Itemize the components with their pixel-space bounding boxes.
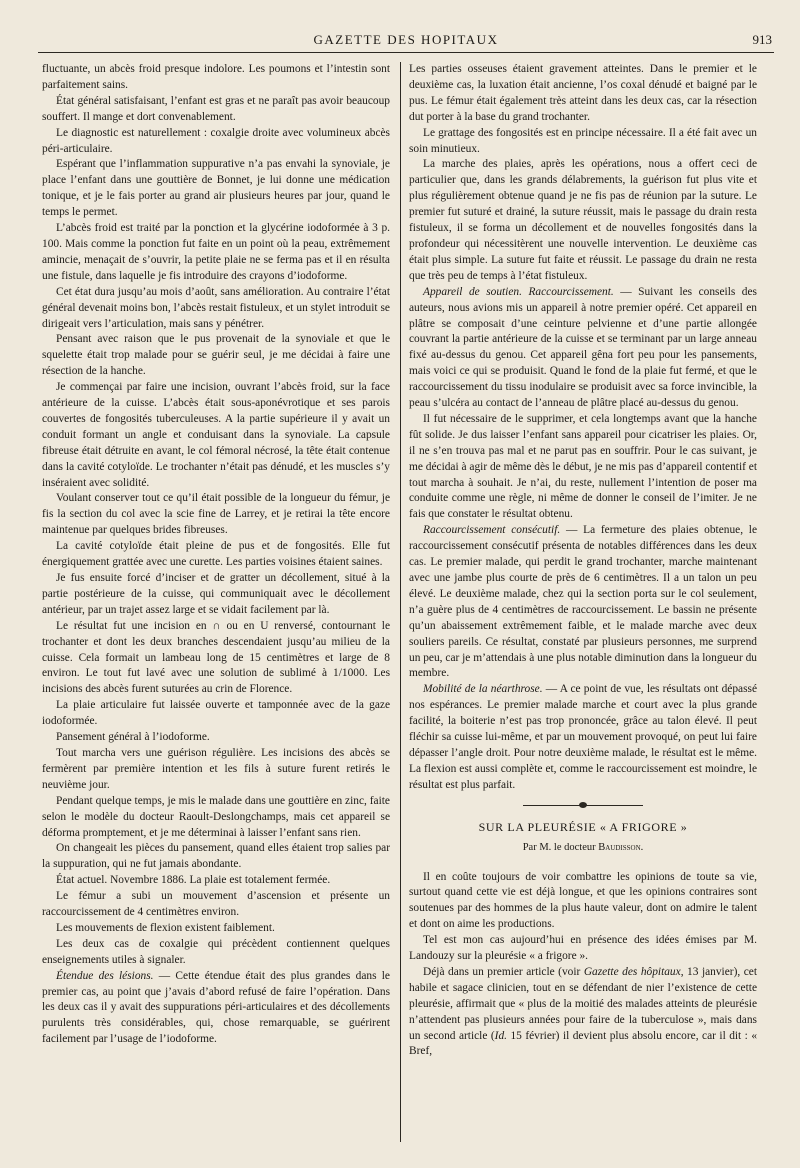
paragraph: Je commençai par faire une incision, ouvrant l’abcès froid, sur la face antérieure de la cuisse. L’abcès était sous-aponévrotique et ses parois couvertes de fongosités tuberculeuses. A la partie supérieure il y avait un conduit formant un angle et conduisant dans la synoviale. La capsule fibreuse était détruite en avant, le col fémoral nécrosé, la tête était contenue dans la cavité cotyloïde. Le trochanter n’était pas dénudé, et les muscles s’y inséraient avec solidité.: [42, 381, 390, 489]
page-number: 913: [752, 32, 772, 47]
paragraph-text: — Suivant les conseils des auteurs, nous avions mis un appareil à notre premier opéré. Cet appareil en plâtre se composait d’une ceinture pelvienne et d’une partie allongée couvrant la partie antérieure de la cuisse et se terminant par un large anneau fixé au-dessus du genou. Cet appareil gêna fort peu pour les pansements, mais voici ce qui se produisit. Quand le fond de la plaie fut fermé, et que le raccourcissement du tissu inodulaire se produisit avec sa force invincible, la peau s’ulcéra au contact de l’anneau de plâtre placé au-dessus du genou.: [409, 285, 757, 410]
paragraph: Pensant avec raison que le pus provenait de la synoviale et que le squelette était trop malade pour se guérir seul, je me décidai à faire une résection de la hanche.: [42, 333, 390, 378]
paragraph: L’abcès froid est traité par la ponction et la glycérine iodoformée à 3 p. 100. Mais comme la ponction fut faite en un point où la peau, extrêmement amincie, menaçait de s’ouvrir, la petite plaie ne se ferma pas et il en résulta une fistule, dans laquelle je fis introduire des crayons d’iodoforme.: [42, 222, 390, 282]
byline-prefix: Par M. le docteur: [522, 841, 599, 853]
paragraph: Le résultat fut une incision en ∩ ou en U renversé, contournant le trochanter et dont les deux branches descendaient jusqu’au milieu de la cuisse. Cela formait un lambeau long de 15 centimètres et large de 8 environ. Le tout fut lavé avec une solution de sublimé à 1/1000. Les incisions des abcès furent suturées au crin de Florence.: [42, 619, 390, 696]
article-separator: [523, 802, 643, 808]
paragraph: Tel est mon cas aujourd’hui en présence des idées émises par M. Landouzy sur la pleurésie « a frigore ».: [409, 934, 757, 963]
column-divider: [400, 62, 401, 1142]
citation-title: Gazette des hôpitaux: [583, 965, 681, 978]
paragraph-text: — La fermeture des plaies obtenue, le raccourcissement consécutif présenta de notables différences dans les deux cas. Le premier malade, qui perdit le grand trochanter, marche maintenant avec une jambe plus courte de près de 6 centimètres. Il a un talon un peu élevé. Le deuxième malade, chez qui la section porta sur le col seulement, n’a guère plus de 4 centimètres de raccourcissement. Le bassin ne présente qu’un abaissement extrêmement faible, et le malade marche avec deux souliers pareils. Ce résultat, constaté par plusieurs personnes, me surprend un peu, car je m’attendais à une plus notable diminution dans la longueur du membre.: [409, 524, 758, 680]
section-label: Raccourcissement consécutif.: [423, 524, 561, 537]
paragraph: État général satisfaisant, l’enfant est gras et ne paraît pas avoir beaucoup souffert. Il mange et dort convenablement.: [42, 94, 390, 123]
paragraph: Il fut nécessaire de le supprimer, et cela longtemps avant que la hanche fût solide. Je dus laisser l’enfant sans appareil pour cicatriser les plaies. Or, il ne s’en trouva pas mal et ne parut pas en souffrir. Pour le cas suivant, je me décidai à agir de même dès le début, je ne mis pas d’appareil contentif et tout marcha à souhait. Je n’ai, du reste, nullement l’intention de poser ma conduite comme une règle, ni même de donner le conseil de l’imiter. Je ne fais que constater le résultat obtenu.: [409, 412, 757, 521]
paragraph: [409, 523, 757, 682]
left-column: [42, 62, 390, 1048]
paragraph: Espérant que l’inflammation suppurative n’a pas envahi la synoviale, je place l’enfant dans une gouttière de Bonnet, je lui donne une médication tonique, et je le fais porter au grand air plusieurs heures par jour, quand le temps le permet.: [42, 158, 390, 219]
citation-ibid: Id.: [494, 1029, 508, 1042]
paragraph: Les mouvements de flexion existent faiblement.: [56, 921, 275, 934]
paragraph: [409, 965, 757, 1060]
paragraph: Pendant quelque temps, je mis le malade dans une gouttière en zinc, faite selon le modèle du docteur Raoult-Deslongchamps, mais cet appareil se déforma promptement, et je me déterminai à laisser l’enfant sans rien.: [42, 794, 390, 839]
paragraph: État actuel. Novembre 1886. La plaie est totalement fermée.: [56, 874, 331, 887]
paragraph: [409, 285, 757, 412]
article-title: SUR LA PLEURÉSIE « A FRIGORE »: [478, 819, 688, 834]
paragraph-text: Déjà dans un premier article (voir: [423, 965, 584, 978]
paragraph: Le fémur a subi un mouvement d’ascension et présente un raccourcissement de 4 centimètres environ.: [42, 890, 390, 919]
article-byline: [409, 840, 757, 856]
paragraph: La plaie articulaire fut laissée ouverte et tamponnée avec de la gaze iodoformée.: [42, 699, 390, 728]
paragraph: Pansement général à l’iodoforme.: [56, 731, 210, 744]
paragraph-text: — A ce point de vue, les résultats ont dépassé nos espérances. Le premier malade marche et court avec la plus grande facilité, la boiterie n’est pas trop prononcée, grâce au talon élevé. Il peut fléchir sa cuisse lui-même, et par un mouvement provoqué, on peut lui faire dépasser l’angle droit. Pour notre deuxième malade, le résultat est le même. La flexion est aussi complète et, comme le raccourcissement est moindre, le résultat est plus parfait.: [409, 683, 757, 791]
paragraph-text: — Cette étendue était des plus grandes dans le premier cas, au point que j’avais d’abord refusé de faire l’opération. Dans les deux cas il y avait des suppurations péri-articulaires et des décollements purulents très considérables, qui, chose remarquable, se guérirent facilement par l’usage de l’iodoforme.: [42, 969, 390, 1046]
paragraph: Les deux cas de coxalgie qui précèdent contiennent quelques enseignements utiles à signaler.: [42, 937, 390, 966]
paragraph: On changeait les pièces du pansement, quand elles étaient trop salies par la suppuration, qui ne fut jamais abondante.: [42, 842, 390, 871]
paragraph: Je fus ensuite forcé d’inciser et de gratter un décollement, situé à la partie postérieure de la cuisse, qui communiquait avec le décollement antérieur, par un trajet assez large et se vidait facilement par là.: [42, 572, 390, 616]
paragraph-text: , 13 janvier), cet habile et sagace clinicien, tout en se défendant de nier l’existence de cette pleurésie, affirmait que « plus de la moitié des malades atteints de pleurésie n’attendent pas plusieurs années pour faire de la tuberculose », mais dans un second article (: [409, 965, 757, 1042]
paragraph-text: 15 février) il devient plus absolu encore, car il dit : « Bref,: [409, 1029, 758, 1058]
paragraph: Les parties osseuses étaient gravement atteintes. Dans le premier et le deuxième cas, la luxation était ancienne, l’os coxal dénudé et baigné par le pus. Le fémur était également très atteint dans les deux cas, car la résection dut porter à la base du grand trochanter.: [409, 63, 757, 123]
paragraph: Tout marcha vers une guérison régulière. Les incisions des abcès se fermèrent par première intention et les fils à suture furent retirés le neuvième jour.: [42, 746, 390, 791]
page-header: [38, 28, 774, 53]
separator-ornament: [579, 802, 587, 808]
author-name: Baudisson.: [598, 841, 644, 853]
paragraph: fluctuante, un abcès froid presque indolore. Les poumons et l’intestin sont parfaitement sains.: [42, 63, 390, 91]
section-label: Appareil de soutien. Raccourcissement.: [423, 285, 614, 298]
paragraph: La marche des plaies, après les opérations, nous a offert ceci de particulier que, dans les grands délabrements, la guérison fut plus vite et plus régulièrement obtenue quand je ne fis pas de réunion par la suture. Le premier fut suturé et drainé, la suture réussit, mais le passage du drain resta fistuleux, il se forma un décollement et de nouvelles fongosités dans la profondeur qui nécessitèrent une nouvelle intervention. Le deuxième cas était plus simple. La suture fut faite et réussit. Le passage du drain ne resta que très peu de temps à l’état fistuleux.: [409, 158, 757, 282]
section-label: Mobilité de la néarthrose.: [423, 683, 543, 696]
paragraph: Cet état dura jusqu’au mois d’août, sans amélioration. Au contraire l’état général devenait moins bon, l’abcès restait fistuleux, et un stylet introduit se dirigeait vers l’articulation, mais sans y pénétrer.: [42, 285, 390, 330]
paragraph: Le diagnostic est naturellement : coxalgie droite avec volumineux abcès péri-articulaire.: [42, 126, 390, 155]
paragraph: [409, 682, 757, 793]
paragraph: Le grattage des fongosités est en principe nécessaire. Il a été fait avec un soin minutieux.: [409, 126, 757, 155]
paragraph: La cavité cotyloïde était pleine de pus et de fongosités. Elle fut énergiquement grattée avec une curette. Les parties voisines étaient saines.: [42, 540, 390, 569]
paragraph: [42, 969, 390, 1049]
paragraph: Voulant conserver tout ce qu’il était possible de la longueur du fémur, je fis la section du col avec la scie fine de Larrey, et je retirai la tête encore maintenue par quelques brides fibreuses.: [42, 492, 390, 537]
section-label: Étendue des lésions.: [56, 969, 154, 982]
right-column: [409, 62, 757, 1060]
journal-title: GAZETTE DES HOPITAUX: [313, 32, 499, 47]
paragraph: Il en coûte toujours de voir combattre les opinions de toute sa vie, surtout quand cette vie est déjà longue, et que les opinions contraires sont soutenues par des hommes de la plus haute valeur, dont on admire le talent et dont on aime les productions.: [409, 870, 757, 931]
